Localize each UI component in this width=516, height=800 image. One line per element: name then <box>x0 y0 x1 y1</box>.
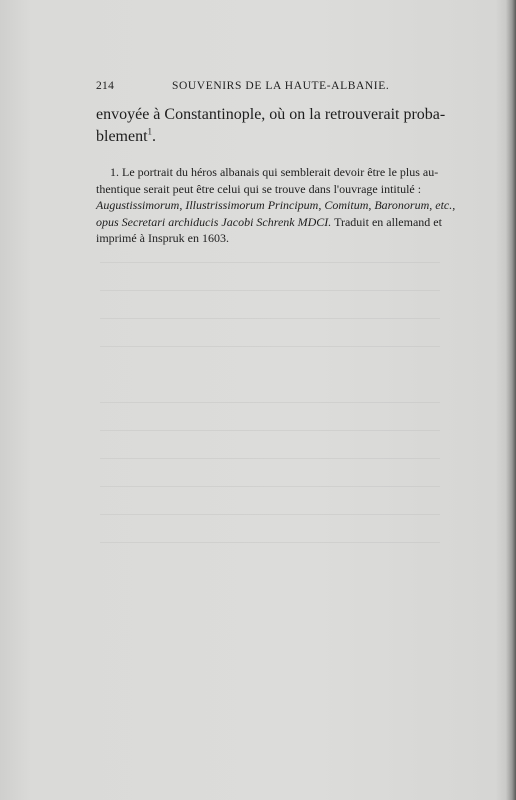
page-edge-shadow <box>506 0 516 800</box>
show-through-line <box>100 290 440 291</box>
show-through-line <box>100 346 440 347</box>
show-through-line <box>100 430 440 431</box>
footnote-line <box>96 214 442 231</box>
footnote-reference: 1 <box>147 126 153 137</box>
show-through-line <box>100 514 440 515</box>
body-text-segment: blement <box>96 128 148 145</box>
show-through-line <box>100 458 440 459</box>
show-through-line <box>100 402 440 403</box>
body-line <box>96 126 442 148</box>
footnote <box>96 164 456 247</box>
show-through-line <box>100 542 440 543</box>
show-through-line <box>100 486 440 487</box>
show-through-line <box>100 262 440 263</box>
footnote-italic-segment: opus Secretari archiducis Jacobi Schrenk MDCI. <box>96 214 332 229</box>
body-paragraph <box>96 104 446 148</box>
footnote-text-segment: Traduit en allemand et <box>331 214 442 229</box>
running-header <box>96 80 438 98</box>
running-title: SOUVENIRS DE LA HAUTE-ALBANIE. <box>172 80 390 92</box>
body-line: envoyée à Constantinople, où on la retrouverait proba- <box>96 106 446 123</box>
footnote-line: imprimé à Inspruk en 1603. <box>96 231 229 245</box>
show-through-line <box>100 318 440 319</box>
body-text-segment: . <box>152 128 157 145</box>
page-number: 214 <box>96 80 115 92</box>
footnote-line: Augustissimorum, Illustrissimorum Principum, Comitum, Baronorum, etc., <box>96 198 456 212</box>
footnote-line: 1. Le portrait du héros albanais qui semblerait devoir être le plus au- <box>110 165 439 179</box>
footnote-line: thentique serait peut être celui qui se trouve dans l'ouvrage intitulé : <box>96 181 422 196</box>
